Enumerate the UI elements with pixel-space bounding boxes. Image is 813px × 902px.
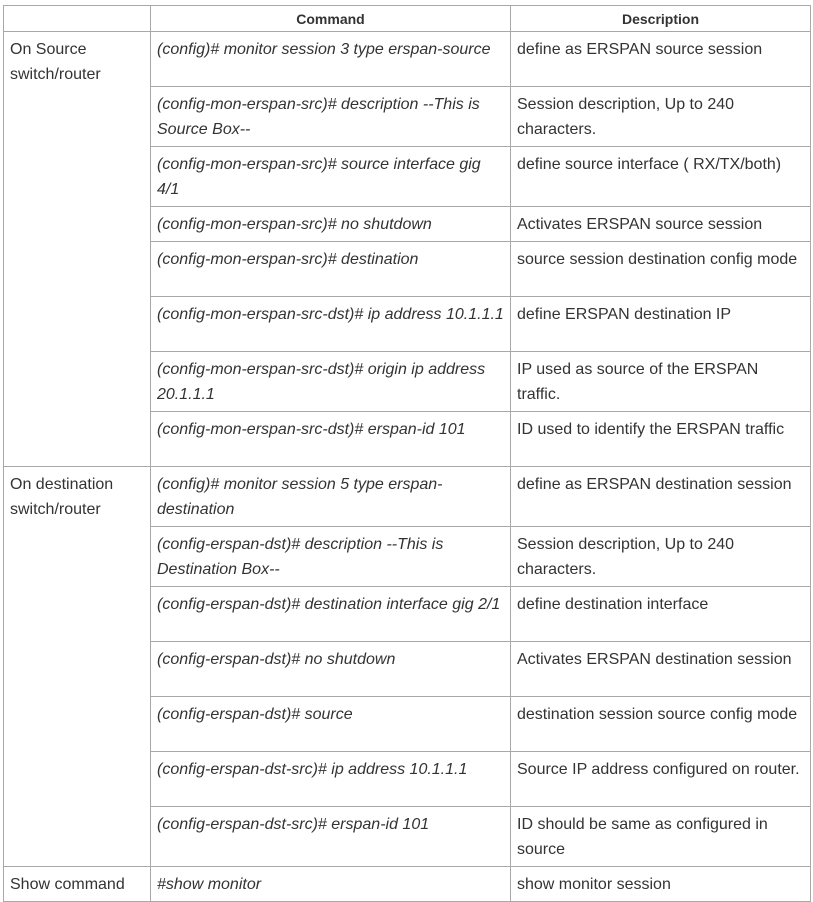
- header-row: [4, 6, 811, 32]
- header-description: Description: [511, 6, 811, 32]
- description-cell: ID should be same as configured in source: [511, 807, 811, 867]
- description-cell: define destination interface: [511, 587, 811, 642]
- table-row: [4, 32, 811, 87]
- command-cell: (config-erspan-dst)# source: [151, 697, 511, 752]
- command-cell: (config-erspan-dst)# destination interface gig 2/1: [151, 587, 511, 642]
- description-cell: source session destination config mode: [511, 242, 811, 297]
- description-cell: ID used to identify the ERSPAN traffic: [511, 412, 811, 467]
- description-cell: define ERSPAN destination IP: [511, 297, 811, 352]
- description-cell: Source IP address configured on router.: [511, 752, 811, 807]
- header-blank: [4, 6, 151, 32]
- command-cell: (config)# monitor session 5 type erspan-destination: [151, 467, 511, 527]
- description-cell: show monitor session: [511, 867, 811, 902]
- command-cell: (config-erspan-dst)# description --This is Destination Box--: [151, 527, 511, 587]
- command-cell: (config-mon-erspan-src-dst)# erspan-id 101: [151, 412, 511, 467]
- command-cell: (config-mon-erspan-src-dst)# ip address 10.1.1.1: [151, 297, 511, 352]
- command-cell: (config-mon-erspan-src)# source interface gig 4/1: [151, 147, 511, 207]
- description-cell: IP used as source of the ERSPAN traffic.: [511, 352, 811, 412]
- description-cell: Activates ERSPAN source session: [511, 207, 811, 242]
- table-row: [4, 867, 811, 902]
- description-cell: Activates ERSPAN destination session: [511, 642, 811, 697]
- description-cell: define as ERSPAN destination session: [511, 467, 811, 527]
- description-cell: Session description, Up to 240 characters.: [511, 87, 811, 147]
- description-cell: define source interface ( RX/TX/both): [511, 147, 811, 207]
- command-cell: (config-erspan-dst-src)# erspan-id 101: [151, 807, 511, 867]
- description-cell: Session description, Up to 240 characters.: [511, 527, 811, 587]
- command-cell: (config-mon-erspan-src)# no shutdown: [151, 207, 511, 242]
- erspan-config-table: [3, 5, 811, 902]
- group-show-label: Show command: [4, 867, 151, 902]
- group-source-label: On Source switch/router: [4, 32, 151, 467]
- command-cell: (config-mon-erspan-src)# destination: [151, 242, 511, 297]
- description-cell: destination session source config mode: [511, 697, 811, 752]
- header-command: Command: [151, 6, 511, 32]
- command-cell: (config-mon-erspan-src)# description --This is Source Box--: [151, 87, 511, 147]
- table-row: [4, 467, 811, 527]
- command-cell: #show monitor: [151, 867, 511, 902]
- group-destination-label: On destination switch/router: [4, 467, 151, 867]
- command-cell: (config-erspan-dst-src)# ip address 10.1.1.1: [151, 752, 511, 807]
- command-cell: (config-mon-erspan-src-dst)# origin ip address 20.1.1.1: [151, 352, 511, 412]
- command-cell: (config-erspan-dst)# no shutdown: [151, 642, 511, 697]
- command-cell: (config)# monitor session 3 type erspan-source: [151, 32, 511, 87]
- description-cell: define as ERSPAN source session: [511, 32, 811, 87]
